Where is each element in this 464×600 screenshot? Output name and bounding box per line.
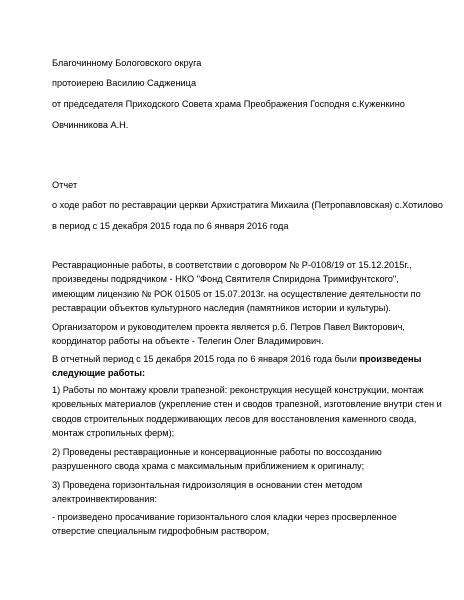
list-item-restoration [52, 445, 424, 474]
paragraph-line: разрушенного свода храма с максимальным приближением к оригиналу; [52, 461, 365, 472]
sender-name: Овчинникова А.Н. [52, 120, 129, 130]
paragraph-line: кровельных материалов (укрепление стен и сводов трапезной, изготовление внутри стен и [52, 399, 442, 410]
list-item-waterproofing [52, 478, 424, 507]
paragraph-line: реставрации объектов культурного наследия (памятников истории и культуры). [52, 302, 391, 313]
paragraph-line: сводов строительных поддерживающих лесов для восстановления каменного свода, [52, 413, 417, 424]
paragraph-organizer [52, 320, 424, 349]
list-item-impregnation [52, 510, 424, 539]
paragraph-contract [52, 258, 424, 315]
emphasis-text: следующие работы: [52, 368, 146, 379]
report-title: Отчет [52, 180, 78, 190]
emphasis-text: произведены [359, 354, 422, 364]
paragraph-line: 1) Работы по монтажу кровли трапезной: реконструкция несущей конструкции, монтаж [52, 385, 424, 395]
paragraph-line [52, 352, 424, 366]
report-period: в период с 15 декабря 2015 года по 6 января 2016 года [52, 221, 289, 231]
paragraph-line: Реставрационные работы, в соответствии с договором № Р-0108/19 от 15.12.2015г., [52, 260, 412, 270]
paragraph-line: координатор работы на объекте - Телегин Олег Владимирович. [52, 336, 324, 347]
paragraph-line [52, 366, 424, 380]
paragraph-line: 2) Проведены реставрационные и консервационные работы по воссозданию [52, 447, 382, 457]
paragraph-line: электроинвектирования: [52, 494, 157, 505]
paragraph-line: - произведено просачивание горизонтального слоя кладки через просверленное [52, 512, 397, 522]
paragraph-line: Организатором и руководителем проекта является р.б. Петров Павел Викторович, [52, 322, 405, 332]
paragraph-period-works [52, 352, 424, 381]
paragraph-line: монтаж стропильных ферм); [52, 427, 175, 438]
paragraph-line: произведены подрядчиком - НКО "Фонд Святителя Спиридона Тримифунтского", [52, 274, 399, 285]
paragraph-line: имеющим лицензию № РОК 01505 от 15.07.2013г. на осуществление деятельности по [52, 288, 421, 299]
report-subject: о ходе работ по реставрации церкви Архистратига Михаила (Петропавловская) с.Хотилово [52, 200, 443, 210]
period-text: В отчетный период с 15 декабря 2015 года по 6 января 2016 года были [52, 354, 360, 364]
addressee-name: протоиерею Василию Садженица [52, 78, 197, 88]
sender-line: от председателя Приходского Совета храма Преображения Господня с.Куженкино [52, 99, 405, 109]
list-item-roof [52, 383, 442, 440]
addressee-line: Благочинному Бологовского округа [52, 58, 202, 68]
paragraph-line: 3) Проведена горизонтальная гидроизоляция в основании стен методом [52, 480, 363, 490]
paragraph-line: отверстие специальным гидрофобным раствором, [52, 526, 270, 537]
